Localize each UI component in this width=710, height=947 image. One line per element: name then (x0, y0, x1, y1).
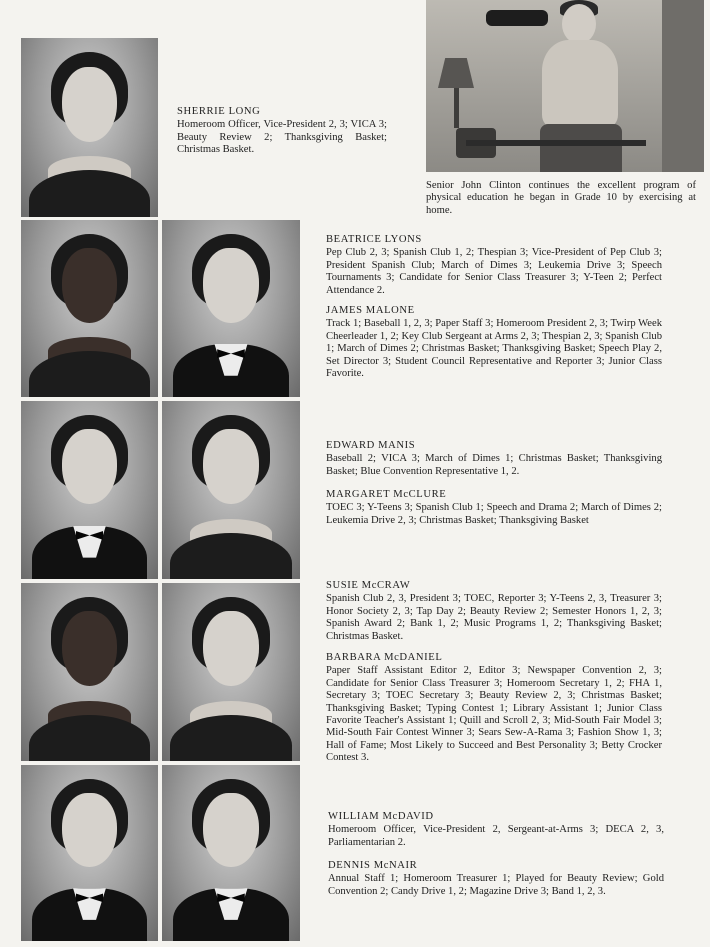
photo-caption: Senior John Clinton continues the excellent program of physical education he began in Grade 10 by exercising at home. (426, 180, 696, 216)
entry-margaret-mcclure (326, 489, 662, 527)
entry-name: EDWARD MANIS (326, 440, 416, 451)
portrait-james-malone (162, 220, 300, 397)
entry-dennis-mcnair (328, 860, 664, 898)
entry-activities: Homeroom Officer, Vice-President 2, Sergeant-at-Arms 3; DECA 2, 3, Parliamentarian 2. (328, 824, 664, 848)
entry-activities: Pep Club 2, 3; Spanish Club 1, 2; Thespian 3; Vice-President of Pep Club 3; President Spanish Club; March of Dimes 3; Leukemia Drive 3; Speech Tournaments 3; Candidate for Senior Class Treasurer 3; Y-Teen 2; Perfect Attendance 2. (326, 247, 662, 296)
candid-photo-exercising (426, 0, 704, 172)
entry-activities: Spanish Club 2, 3, President 3; TOEC, Reporter 3; Y-Teens 2, 3, Treasurer 3; Honor Society 2, 3; Tap Day 2; Beauty Review 2; Semester Honors 1, 2, 3; Spanish Award 2; Bank 1, 2; Music Programs 1, 2; Thanksgiving Basket; Christmas Basket. (326, 593, 662, 642)
entry-activities: Paper Staff Assistant Editor 2, Editor 3; Newspaper Convention 2, 3; Candidate for Senior Class Treasurer 3; Homeroom Secretary 1, 2; FHA 1, Secretary 3; TOEC Secretary 3; Beauty Review 2, 3; Christmas Basket; Thanksgiving Basket; Typing Contest 1; Library Assistant 1; Junior Class Favorite Teacher's Assistant 1; Quill and Scroll 2, 3; Mid-South Fair Model 3; Mid-South Fair Contest Winner 3; Sears Sew-A-Rama 3; Fashion Show 1, 3; Hall of Fame; Most Likely to Succeed and Best Personality 3; Betty Crocker Contest 3. (326, 665, 662, 764)
entry-beatrice-lyons (326, 234, 662, 297)
entry-name: BARBARA McDANIEL (326, 652, 443, 663)
entry-activities: Homeroom Officer, Vice-President 2, 3; VICA 3; Beauty Review 2; Thanksgiving Basket; Christmas Basket. (177, 119, 387, 156)
portrait-beatrice-lyons (21, 220, 158, 397)
entry-name: JAMES MALONE (326, 305, 415, 316)
entry-edward-manis (326, 440, 662, 478)
entry-william-mcdavid (328, 811, 664, 849)
portrait-sherrie-long (21, 38, 158, 217)
entry-name: MARGARET McCLURE (326, 489, 447, 500)
entry-james-malone (326, 305, 662, 380)
entry-name: BEATRICE LYONS (326, 234, 422, 245)
entry-sherrie-long (177, 106, 387, 157)
portrait-barbara-mcdaniel (162, 583, 300, 761)
entry-activities: TOEC 3; Y-Teens 3; Spanish Club 1; Speech and Drama 2; March of Dimes 2; Leukemia Drive 2, 3; Christmas Basket; Thanksgiving Basket (326, 502, 662, 526)
portrait-william-mcdavid (21, 765, 158, 941)
entry-activities: Track 1; Baseball 1, 2, 3; Paper Staff 3; Homeroom President 2, 3; Twirp Week Cheerleader 1, 2; Key Club Sergeant at Arms 2, 3; Thespian 2, 3; Spanish Club 1; March of Dimes 2; Christmas Basket; Thanksgiving Basket; Speech Play 2, Set Director 3; Student Council Representative and Reporter 3; Junior Class Favorite. (326, 318, 662, 380)
entry-name: SHERRIE LONG (177, 106, 261, 117)
portrait-edward-manis (21, 401, 158, 579)
portrait-susie-mccraw (21, 583, 158, 761)
entry-name: SUSIE McCRAW (326, 580, 411, 591)
entry-activities: Baseball 2; VICA 3; March of Dimes 1; Christmas Basket; Thanksgiving Basket; Blue Convention Representative 1, 2. (326, 453, 662, 477)
portrait-margaret-mcclure (162, 401, 300, 579)
portrait-dennis-mcnair (162, 765, 300, 941)
entry-susie-mccraw (326, 580, 662, 643)
entry-name: DENNIS McNAIR (328, 860, 418, 871)
entry-activities: Annual Staff 1; Homeroom Treasurer 1; Played for Beauty Review; Gold Convention 2; Candy Drive 1, 2; Magazine Drive 3; Band 1, 2, 3. (328, 873, 664, 897)
entry-barbara-mcdaniel (326, 652, 662, 765)
entry-name: WILLIAM McDAVID (328, 811, 434, 822)
